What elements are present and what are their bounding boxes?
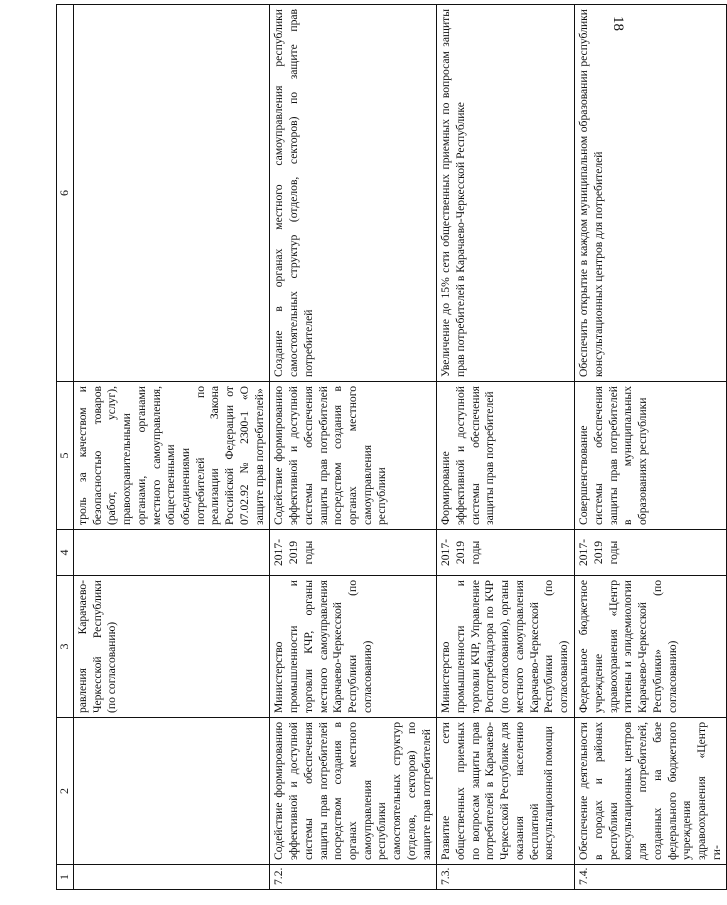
header-col-1: 1	[57, 865, 74, 890]
event-cell: Развитие сети общественных приемных по вопросам защиты прав потребителей в Карачаево-Черкесской Республике для оказания населению бесплатной консультационной помощи	[437, 718, 575, 865]
goal-cell: Формирование эффективной и доступной системы обеспечения защиты прав потребителей	[437, 382, 575, 530]
measures-table	[56, 4, 727, 890]
header-col-6: 6	[57, 5, 74, 382]
result-cell	[74, 5, 270, 382]
period-cell: 2017-2019 годы	[437, 530, 575, 576]
executor-cell: Федеральное бюджетное учреждение здравоохранения «Центр гигиены и эпидемиологии Карачаево-Черкесской Республики» (по согласованию)	[575, 576, 727, 718]
table-row	[437, 5, 575, 890]
row-number: 7.3.	[437, 865, 575, 890]
result-cell: Обеспечить открытие в каждом муниципальном образовании республики консультационных центров для потребителей	[575, 5, 727, 382]
table-row	[270, 5, 437, 890]
page-number: 18	[610, 16, 626, 31]
period-cell: 2017-2019 годы	[575, 530, 727, 576]
executor-cell: Министерство промышленности и торговли КЧР, органы местного самоуправления Карачаево-Черкесской Республики (по согласованию)	[270, 576, 437, 718]
table-row	[74, 5, 270, 890]
executor-cell: Министерство промышленности и торговли КЧР, Управление Роспотребнадзора по КЧР (по согласованию), органы местного самоуправления Карачаево-Черкесской Республики (по согласованию)	[437, 576, 575, 718]
header-col-4: 4	[57, 530, 74, 576]
goal-cell: Совершенствование системы обеспечения защиты прав потребителей в муниципальных образованиях республики	[575, 382, 727, 530]
event-cell: Обеспечение деятельности в городах и районах республики консультационных центров для потребителей, созданных на базе федерального бюджетного учреждения здравоохранения «Центр ги-	[575, 718, 727, 865]
result-cell: Создание в органах местного самоуправления республики самостоятельных структур (отделов, секторов) по защите прав потребителей	[270, 5, 437, 382]
rotated-page	[56, 5, 723, 890]
event-cell: Содействие формированию эффективной и доступной системы обеспечения защиты прав потребителей посредством создания в органах местного самоуправления республики самостоятельных структур (отделов, секторов) по защите прав потребителей	[270, 718, 437, 865]
header-col-3: 3	[57, 576, 74, 718]
header-col-2: 2	[57, 718, 74, 865]
header-col-5: 5	[57, 382, 74, 530]
executor-cell: равления Карачаево-Черкесской Республики (по согласованию)	[74, 576, 270, 718]
row-number: 7.4.	[575, 865, 727, 890]
goal-cell: троль за качеством и безопасностью товаров (работ, услуг), правоохранительными органами, органами местного самоуправления, общественными объединениями потребителей по реализации Закона Российской Федерации от 07.02.92 № 2300-1 «О защите прав потребителей»	[74, 382, 270, 530]
result-cell: Увеличение до 15% сети общественных приемных по вопросам защиты прав потребителей в Карачаево-Черкесской Республике	[437, 5, 575, 382]
goal-cell: Содействие формированию эффективной и доступной системы обеспечения защиты прав потребителей посредством создания в органах местного самоуправления республики	[270, 382, 437, 530]
table-row	[575, 5, 727, 890]
period-cell	[74, 530, 270, 576]
period-cell: 2017-2019 годы	[270, 530, 437, 576]
event-cell	[74, 718, 270, 865]
row-number	[74, 865, 270, 890]
row-number: 7.2.	[270, 865, 437, 890]
header-row	[57, 5, 74, 890]
